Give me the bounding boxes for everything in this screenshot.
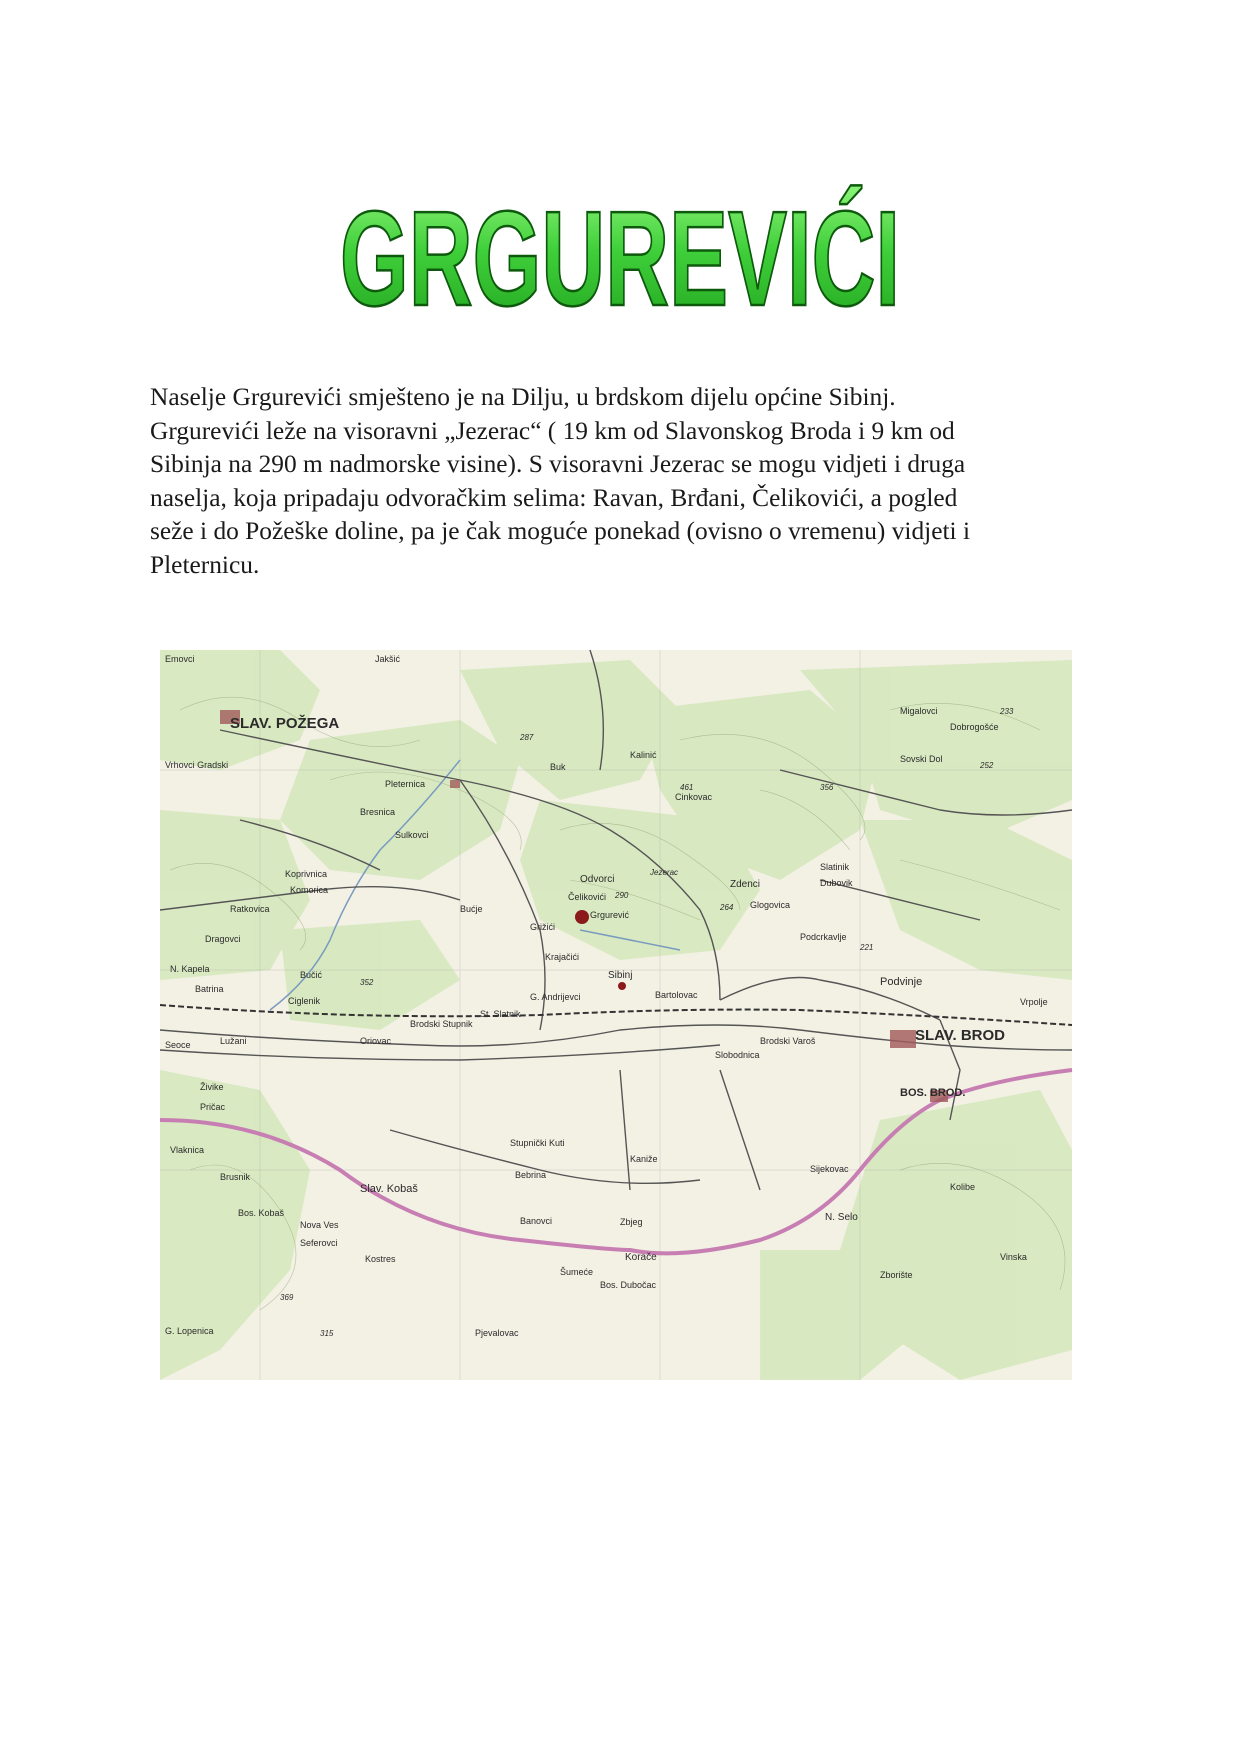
map-label: Vinska (1000, 1252, 1027, 1262)
map-label: Jakšić (375, 654, 401, 664)
map-label: Brodski Varoš (760, 1036, 816, 1046)
paragraph-line: Sibinja na 290 m nadmorske visine). S visoravni Jezerac se mogu vidjeti i druga (150, 450, 966, 479)
map-label: Odvorci (580, 874, 615, 885)
map-label: Batrina (195, 984, 224, 994)
map-label: Seoce (165, 1040, 191, 1050)
grgurevici-marker (575, 910, 589, 924)
map-label: Podcrkavlje (800, 932, 847, 942)
map-label: Kostres (365, 1254, 396, 1264)
spot-height: 264 (720, 903, 734, 912)
map-label: Bućje (460, 904, 483, 914)
map-label: Kaniže (630, 1154, 658, 1164)
map-label: N. Selo (825, 1212, 858, 1223)
paragraph-line: Pleternicu. (150, 550, 260, 579)
map-label: Bartolovac (655, 990, 698, 1000)
paragraph-line: Naselje Grgurevići smješteno je na Dilju, u brdskom dijelu općine Sibinj. (150, 383, 896, 411)
map-label: Sijekovac (810, 1164, 849, 1174)
map-label: Grižići (530, 922, 555, 932)
map-label: Pričac (200, 1102, 226, 1112)
map-label: Banovci (520, 1216, 553, 1226)
map-label: Čelikovići (568, 892, 607, 902)
map-label: Krajačići (545, 952, 580, 962)
spot-height: 221 (860, 943, 874, 952)
map-label: Seferovci (300, 1238, 338, 1248)
map-label: Vrpolje (1020, 997, 1048, 1007)
map-label: Nova Ves (300, 1220, 339, 1230)
map-label: Grgurević (590, 910, 630, 920)
spot-height: 252 (980, 761, 994, 770)
map-label: G. Lopenica (165, 1326, 214, 1336)
map-label: Kolibe (950, 1182, 976, 1192)
map-label: Oriovac (360, 1036, 392, 1046)
map-label: Dragovci (205, 934, 241, 944)
map-label: Dubovik (820, 878, 853, 888)
map-label: Pleternica (385, 779, 426, 789)
map-label: Sibinj (608, 970, 633, 981)
map-label: Cinkovac (675, 792, 713, 802)
paragraph-line: Grgurevići leže na visoravni „Jezerac“ ( 19 km od Slavonskog Broda i 9 km od (150, 416, 955, 445)
map-label: Sovski Dol (900, 754, 943, 764)
map-label: Zbjeg (620, 1217, 643, 1227)
map-label: Lužani (220, 1036, 247, 1046)
spot-height: 356 (820, 783, 834, 792)
map-label: Bresnica (360, 807, 396, 817)
map-label: Živike (200, 1082, 224, 1092)
map-label: St. Slatnik (480, 1009, 521, 1019)
map-label: Stupnički Kuti (510, 1138, 565, 1148)
topographic-map (160, 650, 1072, 1380)
sibinj-marker (618, 982, 626, 990)
paragraph-line: seže i do Požeške doline, pa je čak moguće ponekad (ovisno o vremenu) vidjeti i (150, 517, 971, 546)
map-label: Migalovci (900, 706, 938, 716)
map-label: Bos. Kobaš (238, 1208, 285, 1218)
map-label: Brusnik (220, 1172, 251, 1182)
map-label: Bebrina (515, 1170, 547, 1180)
map-label: Kalinić (630, 750, 657, 760)
map-label: Komorica (290, 885, 329, 895)
spot-height: 233 (1000, 707, 1014, 716)
spot-height: 369 (280, 1293, 294, 1302)
map-label: Podvinje (880, 976, 923, 988)
spot-height: 290 (615, 891, 629, 900)
map-label: Buk (550, 762, 566, 772)
map-label: Brodski Stupnik (410, 1019, 473, 1029)
intro-paragraph (150, 381, 1110, 583)
map-label: BOS. BROD. (900, 1087, 966, 1099)
map-label: Ciglenik (288, 996, 321, 1006)
map-label: Slatinik (820, 862, 850, 872)
map-label: Sulkovci (395, 830, 429, 840)
map-label: Slav. Kobaš (360, 1183, 418, 1195)
title-wordart (330, 183, 910, 334)
map-label: Jezerac (650, 868, 679, 877)
map-label: Korače (625, 1252, 657, 1263)
map-label: Dobrogošće (950, 722, 999, 732)
spot-height: 352 (360, 978, 374, 987)
map-label: Ratkovica (230, 904, 270, 914)
map-label: Bučić (300, 970, 323, 980)
map-label: Zborište (880, 1270, 913, 1280)
spot-height: 287 (520, 733, 534, 742)
map-label: Koprivnica (285, 869, 328, 879)
map-label: G. Andrijevci (530, 992, 581, 1002)
map-label: Glogovica (750, 900, 791, 910)
map-label: N. Kapela (170, 964, 210, 974)
map-label: Emovci (165, 654, 195, 664)
spot-height: 315 (320, 1329, 334, 1338)
page-title: GRGUREVIĆI (340, 183, 900, 334)
map-label: Slobodnica (715, 1050, 760, 1060)
map-label: Šumeće (560, 1267, 594, 1277)
spot-height: 461 (680, 783, 694, 792)
map-label: Vlaknica (170, 1145, 205, 1155)
map-label: Vrhovci Gradski (165, 760, 229, 770)
map-label: Zdenci (730, 879, 761, 890)
map-label: Bos. Dubočac (600, 1280, 657, 1290)
map-label: Pjevalovac (475, 1328, 519, 1338)
map-label: SLAV. BROD (915, 1027, 1006, 1044)
map-label: SLAV. POŽEGA (230, 715, 340, 732)
map-canvas (160, 650, 1072, 1380)
paragraph-line: naselja, koja pripadaju odvoračkim selima: Ravan, Brđani, Čelikovići, a pogled (150, 483, 958, 512)
